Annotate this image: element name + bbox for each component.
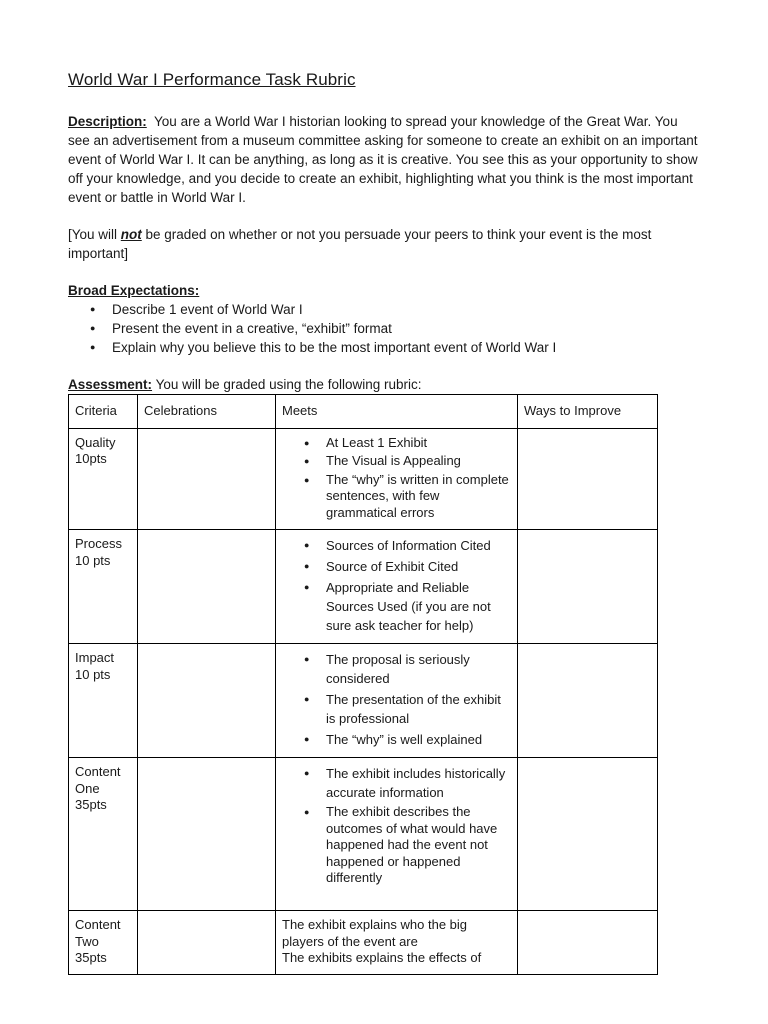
meets-item: ● The exhibit includes historically accurate information xyxy=(326,764,511,802)
celebrations-cell xyxy=(138,758,276,911)
expectation-item: ● Describe 1 event of World War I xyxy=(112,300,700,319)
celebrations-cell xyxy=(138,644,276,758)
ways-to-improve-cell xyxy=(518,644,658,758)
meets-item: ● The Visual is Appealing xyxy=(326,453,511,470)
rubric-row-process xyxy=(69,530,658,644)
assessment-label: Assessment: xyxy=(68,377,153,392)
meets-cell xyxy=(276,530,518,644)
meets-item: ● The proposal is seriously considered xyxy=(326,650,511,688)
meets-cell xyxy=(276,644,518,758)
header-meets: Meets xyxy=(276,395,518,429)
meets-item: ● The “why” is written in complete sentences, with few grammatical errors xyxy=(326,472,511,522)
criteria-cell: Process 10 pts xyxy=(69,530,138,644)
header-criteria: Criteria xyxy=(69,395,138,429)
celebrations-cell xyxy=(138,911,276,975)
celebrations-cell xyxy=(138,428,276,530)
description-text: You are a World War I historian looking to spread your knowledge of the Great War. You see an advertisement from a museum committee asking for someone to create an exhibit on an important event of World War I. It can be anything, as long as it is creative. You see this as your opportunity to show off your knowledge, and you decide to create an exhibit, highlighting what you think is the most important event or battle in World War I. xyxy=(68,114,698,205)
rubric-row-impact xyxy=(69,644,658,758)
meets-item: ● The presentation of the exhibit is professional xyxy=(326,690,511,728)
meets-cell xyxy=(276,911,518,975)
celebrations-cell xyxy=(138,530,276,644)
header-ways-to-improve: Ways to Improve xyxy=(518,395,658,429)
criteria-cell: Quality 10pts xyxy=(69,428,138,530)
grading-note-emphasis: not xyxy=(120,227,142,242)
expectations-label: Broad Expectations: xyxy=(68,283,200,298)
meets-line: The exhibit explains who the big players of the event are xyxy=(282,917,468,949)
grading-note-before: [You will xyxy=(68,227,121,242)
meets-item: ● Source of Exhibit Cited xyxy=(326,557,511,576)
assessment-line xyxy=(68,375,700,394)
meets-item: ● The exhibit describes the outcomes of what would have happened had the event not happened or happened differently xyxy=(326,804,511,887)
expectation-item: ● Explain why you believe this to be the most important event of World War I xyxy=(112,338,700,357)
meets-cell xyxy=(276,758,518,911)
rubric-row-content-one xyxy=(69,758,658,911)
criteria-cell: Content Two 35pts xyxy=(69,911,138,975)
ways-to-improve-cell xyxy=(518,428,658,530)
rubric-row-quality xyxy=(69,428,658,530)
criteria-cell: Impact 10 pts xyxy=(69,644,138,758)
grading-note xyxy=(68,225,700,263)
description-label: Description: xyxy=(68,114,147,129)
ways-to-improve-cell xyxy=(518,911,658,975)
document-title: World War I Performance Task Rubric xyxy=(68,70,356,89)
meets-line: The exhibits explains the effects of xyxy=(282,950,482,965)
meets-item: ● At Least 1 Exhibit xyxy=(326,435,511,452)
expectations-heading xyxy=(68,281,700,300)
assessment-text: You will be graded using the following rubric: xyxy=(155,377,422,392)
header-celebrations: Celebrations xyxy=(138,395,276,429)
expectations-list xyxy=(68,300,700,357)
meets-cell xyxy=(276,428,518,530)
expectation-item: ● Present the event in a creative, “exhibit” format xyxy=(112,319,700,338)
meets-item: ● Sources of Information Cited xyxy=(326,536,511,555)
description-paragraph xyxy=(68,112,700,207)
rubric-row-content-two xyxy=(69,911,658,975)
ways-to-improve-cell xyxy=(518,530,658,644)
rubric-table xyxy=(68,394,658,975)
meets-item: ● The “why” is well explained xyxy=(326,730,511,749)
grading-note-after: be graded on whether or not you persuade your peers to think your event is the most important] xyxy=(68,227,652,261)
rubric-header-row xyxy=(69,395,658,429)
meets-item: ● Appropriate and Reliable Sources Used (if you are not sure ask teacher for help) xyxy=(326,578,511,635)
criteria-cell: Content One 35pts xyxy=(69,758,138,911)
ways-to-improve-cell xyxy=(518,758,658,911)
